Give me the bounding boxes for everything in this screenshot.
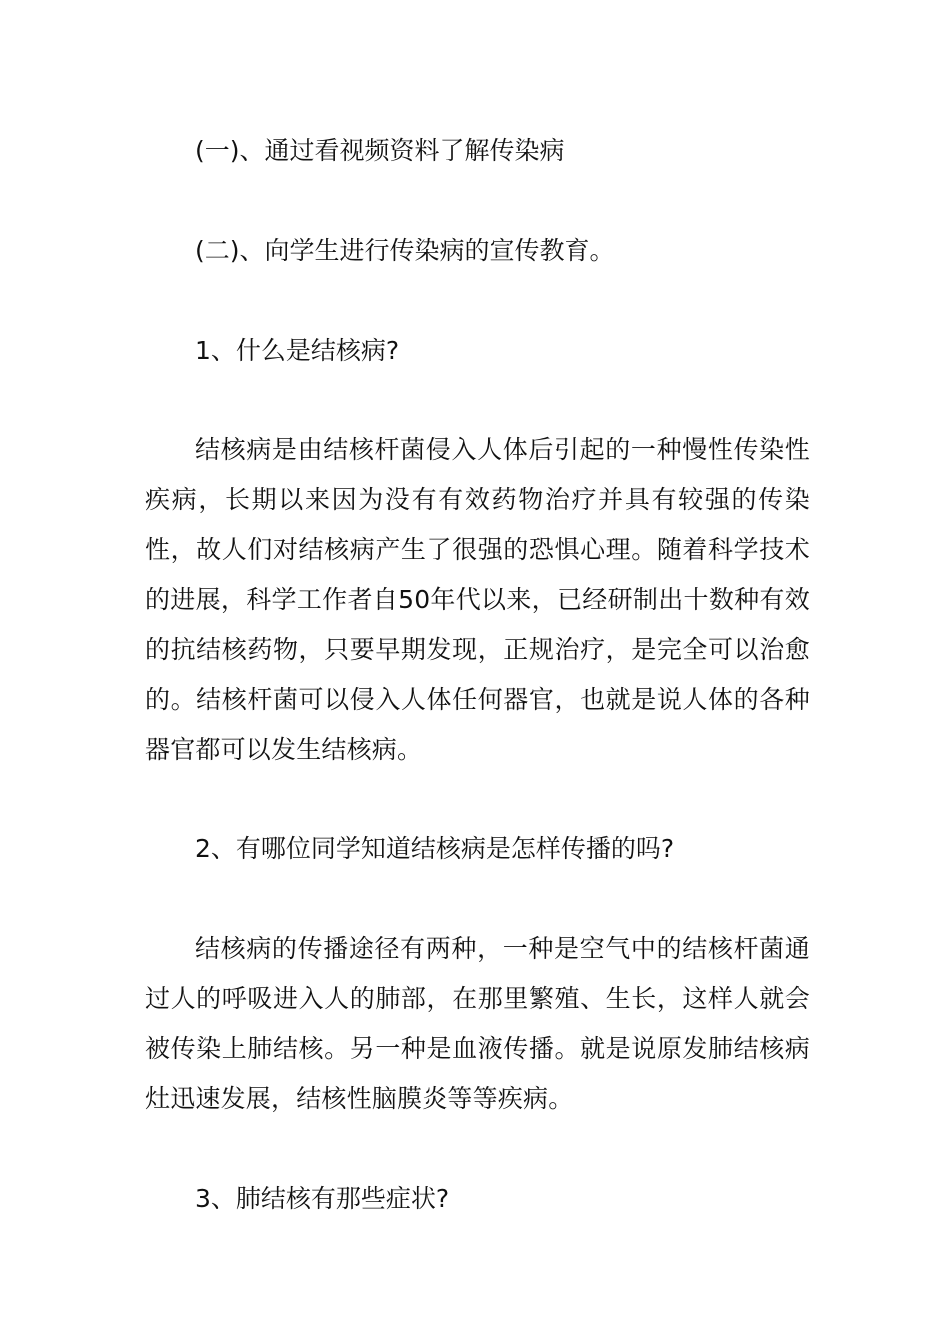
question-3: 3、肺结核有那些症状? bbox=[195, 1184, 450, 1213]
paragraph-transmission: 结核病的传播途径有两种，一种是空气中的结核杆菌通过人的呼吸进入人的肺部，在那里繁殖、生长，这样人就会被传染上肺结核。另一种是血液传播。就是说原发肺结核病灶迅速发展，结核性脑膜炎等等疾病。 bbox=[145, 934, 810, 1113]
question-2: 2、有哪位同学知道结核病是怎样传播的吗? bbox=[195, 834, 675, 863]
section-heading-1: (一)、通过看视频资料了解传染病 bbox=[195, 136, 565, 165]
paragraph-what-is-tb: 结核病是由结核杆菌侵入人体后引起的一种慢性传染性疾病，长期以来因为没有有效药物治疗并具有较强的传染性，故人们对结核病产生了很强的恐惧心理。随着科学技术的进展，科学工作者自50年代以来，已经研制出十数种有效的抗结核药物，只要早期发现，正规治疗，是完全可以治愈的。结核杆菌可以侵入人体任何器官，也就是说人体的各种器官都可以发生结核病。 bbox=[145, 435, 810, 764]
question-1: 1、什么是结核病? bbox=[195, 336, 400, 365]
section-heading-2: (二)、向学生进行传染病的宣传教育。 bbox=[195, 236, 615, 265]
